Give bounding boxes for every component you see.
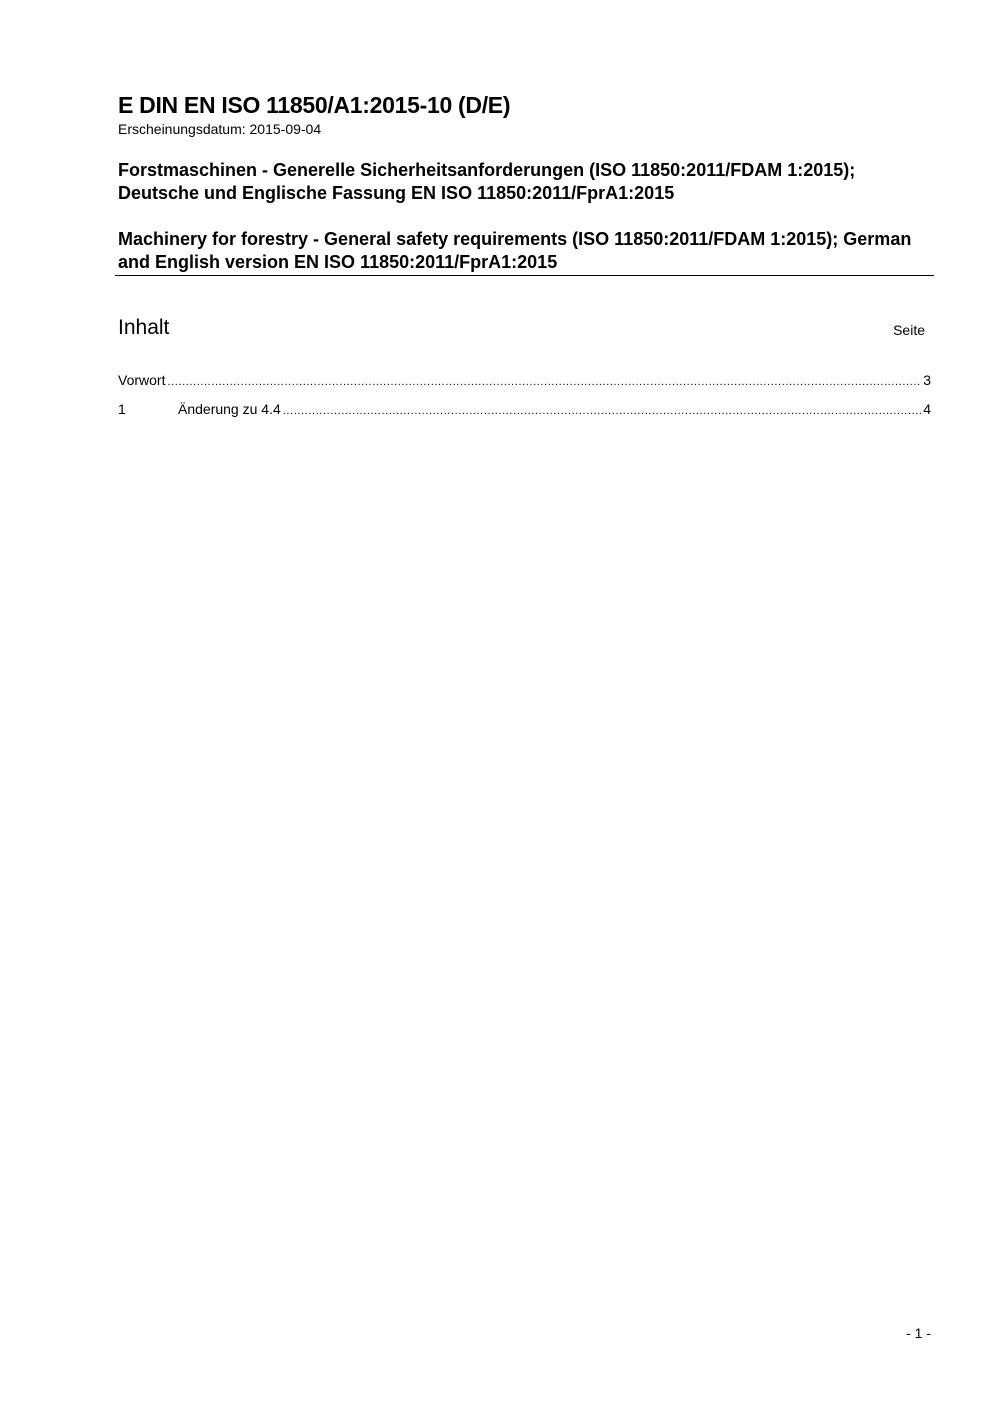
toc-entry-aenderung[interactable] [118, 399, 931, 428]
document-number: E DIN EN ISO 11850/A1:2015-10 (D/E) [118, 92, 511, 118]
toc-heading: Inhalt [118, 316, 170, 339]
toc-entry-number: 1 [118, 401, 126, 417]
publication-date: Erscheinungsdatum: 2015-09-04 [118, 121, 322, 137]
document-header [118, 90, 934, 138]
page-number: - 1 - [906, 1325, 931, 1341]
title-german: Forstmaschinen - Generelle Sicherheitsanforderungen (ISO 11850:2011/FDAM 1:2015); Deutsche und Englische Fassung EN ISO 11850:2011/FprA1:2015 [118, 160, 856, 203]
toc-leader-dots [167, 372, 921, 392]
toc-leader-dots [283, 401, 921, 421]
toc-entry-label: Änderung zu 4.4 [178, 401, 281, 417]
toc-entry-vorwort[interactable] [118, 370, 931, 399]
title-english: Machinery for forestry - General safety requirements (ISO 11850:2011/FDAM 1:2015); German and English version EN ISO 11850:2011/FprA1:2015 [118, 229, 912, 272]
toc-entry-label: Vorwort [118, 372, 166, 388]
table-of-contents [118, 370, 931, 428]
header-divider [115, 275, 934, 276]
toc-entry-page: 3 [923, 372, 931, 388]
toc-entry-page: 4 [923, 401, 931, 417]
toc-page-column-label: Seite [893, 322, 925, 338]
